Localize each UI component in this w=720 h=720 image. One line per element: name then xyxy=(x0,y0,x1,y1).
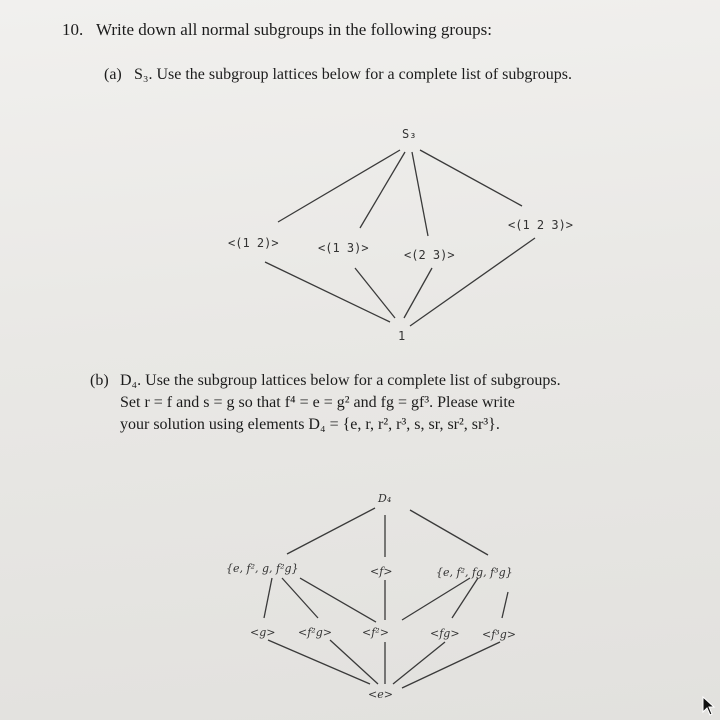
d4-edge xyxy=(402,578,470,620)
d4-bottom-node: <e> xyxy=(368,688,393,701)
d4-level3-node: <f²g> xyxy=(298,626,332,639)
s3-middle-node: <(1 3)> xyxy=(318,241,369,255)
part-a-text: S₃. Use the subgroup lattices below for a complete list of subgroups. xyxy=(134,66,572,83)
d4-level2-node: {e, f², g, f²g} xyxy=(226,562,299,575)
d4-level3-node: <fg> xyxy=(430,627,460,640)
d4-edge xyxy=(452,578,478,618)
d4-edge xyxy=(410,510,488,555)
s3-edge xyxy=(278,150,400,222)
d4-level2-node: <f> xyxy=(370,565,393,578)
d4-level3-node: <g> xyxy=(250,626,276,639)
s3-edge xyxy=(420,150,522,206)
d4-edge xyxy=(282,578,318,618)
part-a-label: (a) xyxy=(104,66,122,83)
s3-edge xyxy=(360,152,405,228)
s3-edge xyxy=(265,262,390,322)
part-b-text-line-1: D₄. Use the subgroup lattices below for a complete list of subgroups. xyxy=(120,372,561,389)
d4-level3-node: <f³g> xyxy=(482,628,516,641)
d4-edge xyxy=(287,508,375,554)
mouse-pointer-icon xyxy=(702,696,716,716)
s3-middle-node: <(1 2)> xyxy=(228,236,279,250)
s3-edge xyxy=(355,268,395,318)
s3-middle-node: <(2 3)> xyxy=(404,248,455,262)
d4-top-node: D₄ xyxy=(378,492,392,505)
d4-edge xyxy=(264,578,272,618)
s3-edge xyxy=(404,268,432,318)
s3-middle-node: <(1 2 3)> xyxy=(508,218,574,232)
s3-lattice-edges xyxy=(265,150,535,326)
d4-level3-node: <f²> xyxy=(362,626,389,639)
d4-level2-node: {e, f², fg, f³g} xyxy=(436,566,513,579)
question-text: Write down all normal subgroups in the following groups: xyxy=(96,20,492,39)
s3-top-node: S₃ xyxy=(402,127,417,141)
s3-edge xyxy=(412,152,428,236)
d4-lattice-edges xyxy=(264,508,508,688)
d4-edge xyxy=(393,642,445,684)
d4-edge xyxy=(502,592,508,618)
question-number: 10. xyxy=(62,20,84,39)
part-b-label: (b) xyxy=(90,372,109,389)
s3-bottom-node: 1 xyxy=(398,329,406,343)
part-b-text-line-3: your solution using elements D₄ = {e, r, r², r³, s, sr, sr², sr³}. xyxy=(120,416,500,433)
d4-edge xyxy=(300,578,376,622)
part-b-text-line-2: Set r = f and s = g so that f⁴ = e = g² and fg = gf³. Please write xyxy=(120,394,515,411)
